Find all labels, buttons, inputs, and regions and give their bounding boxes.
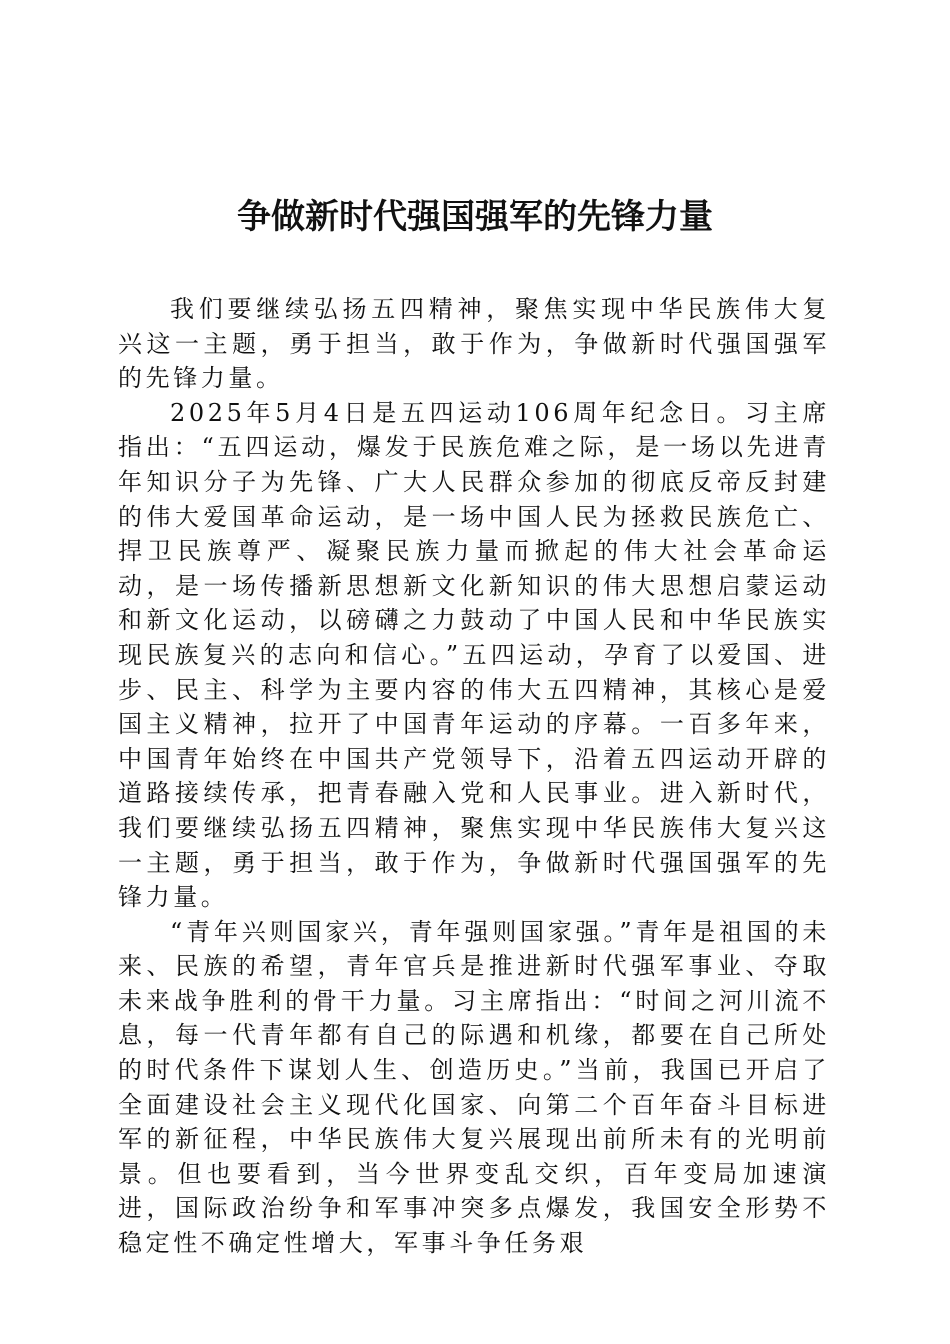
- document-body: [118, 292, 830, 1261]
- paragraph-3: “青年兴则国家兴，青年强则国家强。”青年是祖国的未来、民族的希望，青年官兵是推进新时代强军事业、夺取未来战争胜利的骨干力量。习主席指出：“时间之河川流不息，每一代青年都有自己的际遇和机缘，都要在自己所处的时代条件下谋划人生、创造历史。”当前，我国已开启了全面建设社会主义现代化国家、向第二个百年奋斗目标进军的新征程，中华民族伟大复兴展现出前所未有的光明前景。但也要看到，当今世界变乱交织，百年变局加速演进，国际政治纷争和军事冲突多点爆发，我国安全形势不稳定性不确定性增大，军事斗争任务艰: [118, 917, 830, 1258]
- paragraph-2: 2025年5月4日是五四运动106周年纪念日。习主席指出：“五四运动，爆发于民族危难之际，是一场以先进青年知识分子为先锋、广大人民群众参加的彻底反帝反封建的伟大爱国革命运动，是一场中国人民为拯救民族危亡、捍卫民族尊严、凝聚民族力量而掀起的伟大社会革命运动，是一场传播新思想新文化新知识的伟大思想启蒙运动和新文化运动，以磅礴之力鼓动了中国人民和中华民族实现民族复兴的志向和信心。”五四运动，孕育了以爱国、进步、民主、科学为主要内容的伟大五四精神，其核心是爱国主义精神，拉开了中国青年运动的序幕。一百多年来，中国青年始终在中国共产党领导下，沿着五四运动开辟的道路接续传承，把青春融入党和人民事业。进入新时代，我们要继续弘扬五四精神，聚焦实现中华民族伟大复兴这一主题，勇于担当，敢于作为，争做新时代强国强军的先锋力量。: [118, 398, 830, 912]
- document-title: 争做新时代强国强军的先锋力量: [237, 197, 713, 237]
- paragraph-1: 我们要继续弘扬五四精神，聚焦实现中华民族伟大复兴这一主题，勇于担当，敢于作为，争做新时代强国强军的先锋力量。: [118, 295, 830, 393]
